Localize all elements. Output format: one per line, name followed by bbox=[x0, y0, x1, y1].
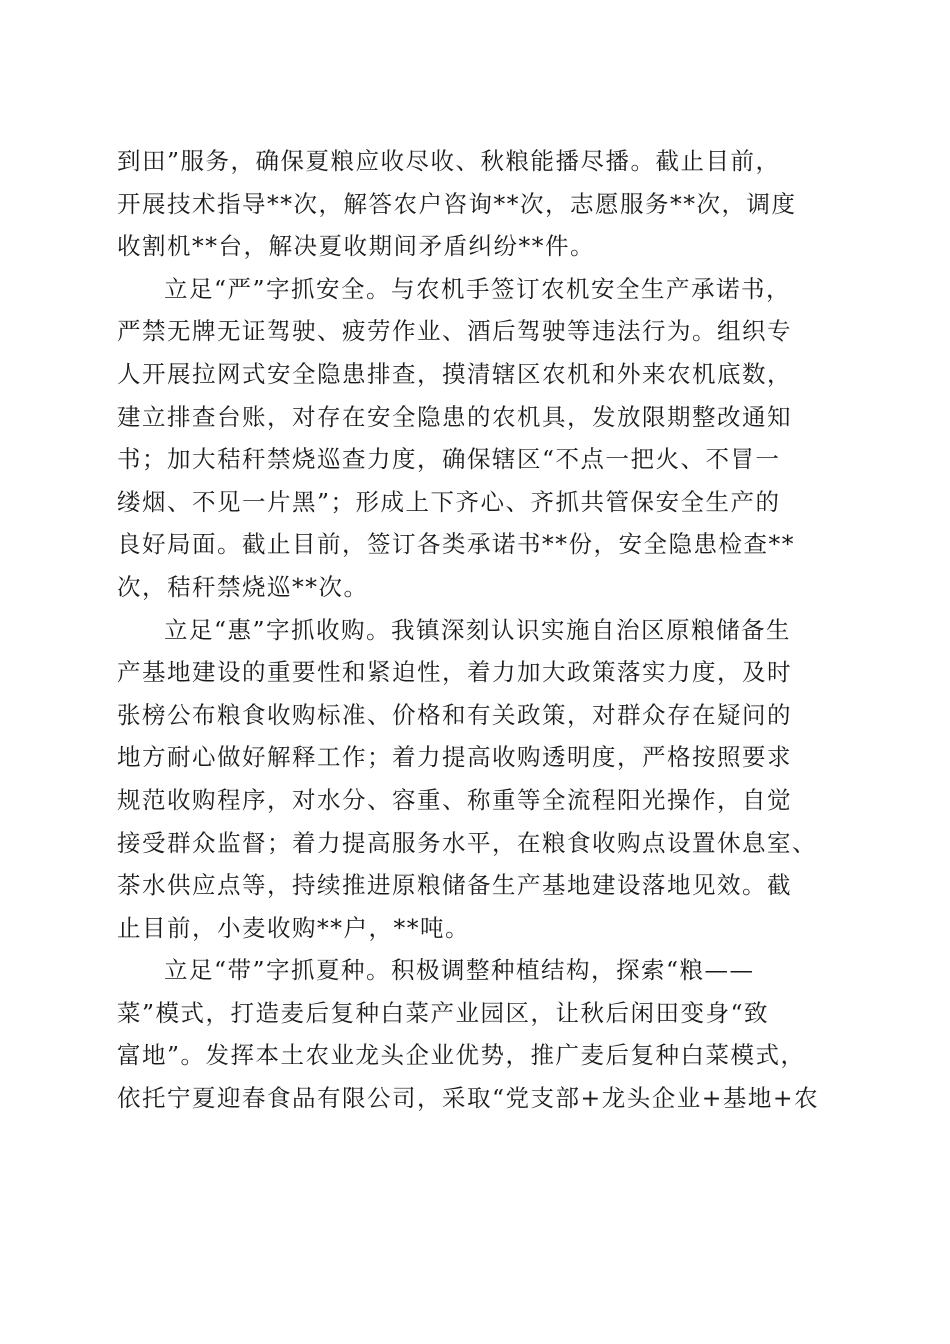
text-line: 规范收购程序，对水分、容重、称重等全流程阳光操作，自觉 bbox=[117, 785, 792, 814]
text-line: 产基地建设的重要性和紧迫性，着力加大政策落实力度，及时 bbox=[117, 658, 792, 687]
text-line: 富地”。发挥本土农业龙头企业优势，推广麦后复种白菜模式， bbox=[117, 1041, 806, 1070]
paragraph-summer-planting bbox=[117, 949, 833, 1119]
text-line: 建立排查台账，对存在安全隐患的农机具，发放限期整改通知 bbox=[117, 402, 792, 431]
text-line: 地方耐心做好解释工作；着力提高收购透明度，严格按照要求 bbox=[117, 743, 792, 772]
text-line: 立足“严”字抓安全。与农机手签订农机安全生产承诺书， bbox=[164, 274, 792, 303]
paragraph-service-summary bbox=[117, 140, 833, 268]
text-line: 立足“惠”字抓收购。我镇深刻认识实施自治区原粮储备生 bbox=[164, 615, 792, 644]
text-line: 张榜公布粮食收购标准、价格和有关政策，对群众存在疑问的 bbox=[117, 700, 792, 729]
text-line: 良好局面。截止目前，签订各类承诺书**份，安全隐患检查** bbox=[117, 530, 795, 559]
text-line: 开展技术指导**次，解答农户咨询**次，志愿服务**次，调度 bbox=[117, 189, 797, 218]
text-line: 接受群众监督；着力提高服务水平，在粮食收购点设置休息室、 bbox=[117, 828, 817, 857]
text-line: 依托宁夏迎春食品有限公司，采取“党支部+龙头企业+基地+农 bbox=[117, 1084, 820, 1113]
text-line: 书；加大秸秆禁烧巡查力度，确保辖区“不点一把火、不冒一 bbox=[117, 445, 781, 474]
paragraph-safety bbox=[117, 268, 833, 609]
text-line: 次，秸秆禁烧巡**次。 bbox=[117, 572, 369, 601]
text-line: 止目前，小麦收购**户，**吨。 bbox=[117, 913, 470, 942]
document-body bbox=[117, 140, 833, 1120]
paragraph-purchase bbox=[117, 609, 833, 950]
text-line: 茶水供应点等，持续推进原粮储备生产基地建设落地见效。截 bbox=[117, 871, 792, 900]
text-line: 人开展拉网式安全隐患排查，摸清辖区农机和外来农机底数， bbox=[117, 359, 792, 388]
text-line: 到田”服务，确保夏粮应收尽收、秋粮能播尽播。截止目前， bbox=[117, 147, 781, 175]
text-line: 严禁无牌无证驾驶、疲劳作业、酒后驾驶等违法行为。组织专 bbox=[117, 317, 792, 346]
text-line: 菜”模式，打造麦后复种白菜产业园区，让秋后闲田变身“致 bbox=[117, 998, 770, 1027]
text-line: 缕烟、不见一片黑”；形成上下齐心、齐抓共管保安全生产的 bbox=[117, 487, 781, 516]
text-line: 立足“带”字抓夏种。积极调整种植结构，探索“粮—— bbox=[164, 956, 755, 985]
text-line: 收割机**台，解决夏收期间矛盾纠纷**件。 bbox=[117, 232, 595, 261]
